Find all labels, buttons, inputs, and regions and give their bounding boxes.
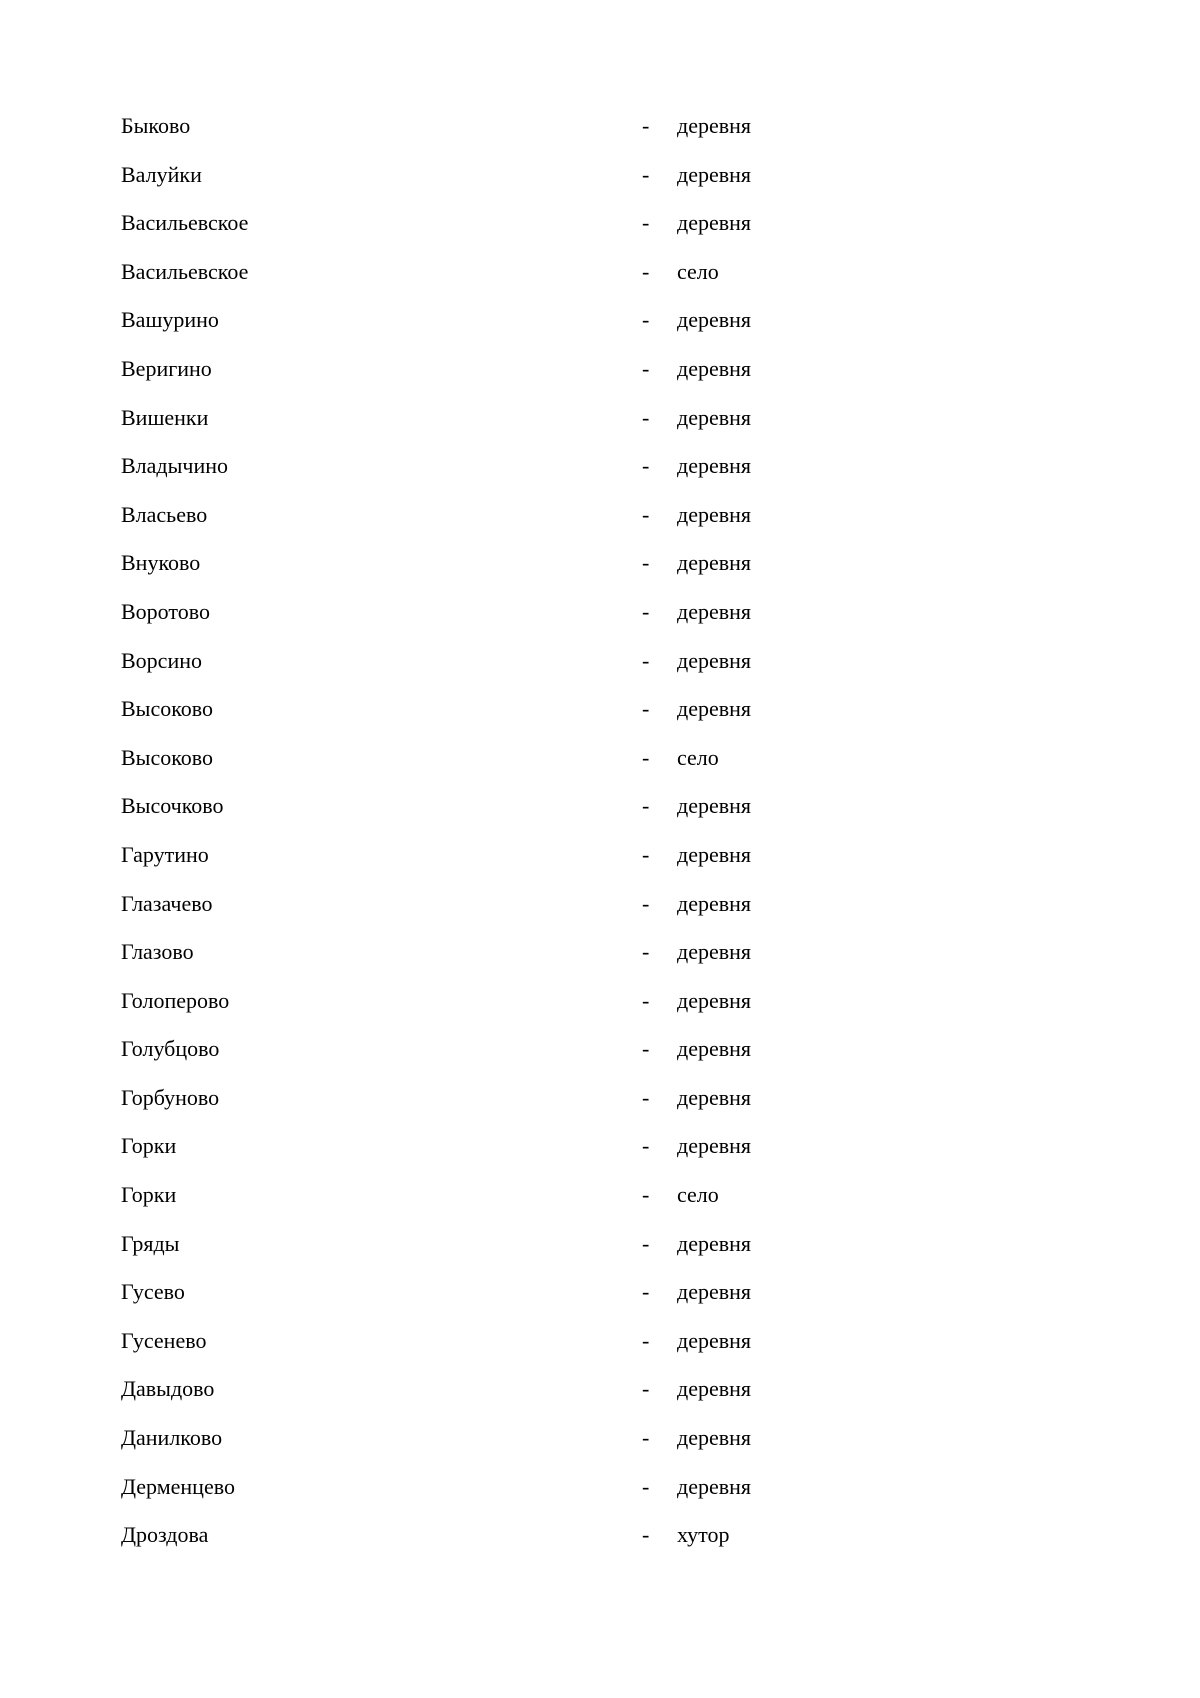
settlement-type: деревня: [677, 210, 752, 236]
settlement-name: Высоково: [121, 696, 214, 722]
settlement-type: деревня: [677, 404, 752, 430]
list-item: [121, 1327, 1021, 1376]
separator-dash: -: [642, 987, 650, 1013]
separator-dash: -: [642, 550, 650, 576]
settlement-name: Быково: [121, 113, 191, 138]
list-item: [121, 258, 1021, 307]
list-item: [121, 841, 1021, 890]
separator-dash: -: [642, 939, 650, 965]
settlement-type: деревня: [677, 1084, 752, 1110]
list-item: [121, 1181, 1021, 1230]
settlement-name: Гарутино: [121, 841, 209, 867]
settlement-name: Веригино: [121, 355, 212, 381]
settlement-name: Гусево: [121, 1279, 185, 1305]
settlement-name: Горки: [121, 1133, 177, 1159]
settlement-name: Данилково: [121, 1425, 223, 1451]
separator-dash: -: [642, 404, 650, 430]
settlement-type: деревня: [677, 355, 752, 381]
settlement-type: деревня: [677, 890, 752, 916]
separator-dash: -: [642, 1473, 650, 1499]
list-item: [121, 209, 1021, 258]
list-item: [121, 1424, 1021, 1473]
separator-dash: -: [642, 1230, 650, 1256]
settlement-name: Горки: [121, 1182, 177, 1208]
settlement-name: Васильевское: [121, 258, 249, 284]
settlement-name: Вишенки: [121, 404, 209, 430]
settlement-name: Гряды: [121, 1230, 180, 1256]
list-item: [121, 1278, 1021, 1327]
separator-dash: -: [642, 1133, 650, 1159]
list-item: [121, 792, 1021, 841]
settlement-type: хутор: [677, 1522, 730, 1548]
list-item: [121, 549, 1021, 598]
settlement-type: село: [677, 744, 719, 770]
settlement-type: село: [677, 258, 719, 284]
list-item: [121, 306, 1021, 355]
list-item: [121, 161, 1021, 210]
separator-dash: -: [642, 696, 650, 722]
settlement-name: Высоково: [121, 744, 214, 770]
settlement-type: деревня: [677, 1230, 752, 1256]
list-item: [121, 1084, 1021, 1133]
settlement-type: деревня: [677, 647, 752, 673]
separator-dash: -: [642, 647, 650, 673]
settlement-name: Внуково: [121, 550, 201, 576]
settlement-name: Ворсино: [121, 647, 202, 673]
separator-dash: -: [642, 1084, 650, 1110]
settlement-type: деревня: [677, 1473, 752, 1499]
settlement-name: Дроздова: [121, 1522, 209, 1548]
settlement-name: Голоперово: [121, 987, 230, 1013]
settlement-name: Горбуново: [121, 1084, 220, 1110]
list-item: [121, 404, 1021, 453]
separator-dash: -: [642, 1182, 650, 1208]
separator-dash: -: [642, 113, 650, 138]
settlement-name: Глазово: [121, 939, 194, 965]
settlement-name: Владычино: [121, 453, 229, 479]
separator-dash: -: [642, 744, 650, 770]
separator-dash: -: [642, 355, 650, 381]
list-item: [121, 647, 1021, 696]
list-item: [121, 987, 1021, 1036]
settlement-name: Давыдово: [121, 1376, 215, 1402]
list-item: [121, 1375, 1021, 1424]
separator-dash: -: [642, 307, 650, 333]
settlement-name: Глазачево: [121, 890, 213, 916]
settlement-type: деревня: [677, 841, 752, 867]
settlement-type: деревня: [677, 987, 752, 1013]
separator-dash: -: [642, 210, 650, 236]
settlement-name: Высочково: [121, 793, 224, 819]
list-item: [121, 501, 1021, 550]
settlement-type: деревня: [677, 598, 752, 624]
list-item: [121, 744, 1021, 793]
settlement-name: Васильевское: [121, 210, 249, 236]
settlement-name: Гусенево: [121, 1327, 207, 1353]
settlement-name: Валуйки: [121, 161, 202, 187]
settlement-type: деревня: [677, 939, 752, 965]
separator-dash: -: [642, 501, 650, 527]
separator-dash: -: [642, 258, 650, 284]
separator-dash: -: [642, 598, 650, 624]
settlement-type: деревня: [677, 113, 752, 138]
list-item: [121, 355, 1021, 404]
settlement-name: Дерменцево: [121, 1473, 235, 1499]
settlement-type: деревня: [677, 1376, 752, 1402]
list-item: [121, 1230, 1021, 1279]
list-item: [121, 598, 1021, 647]
settlement-name: Голубцово: [121, 1036, 220, 1062]
separator-dash: -: [642, 161, 650, 187]
settlement-name: Власьево: [121, 501, 208, 527]
separator-dash: -: [642, 841, 650, 867]
list-item: [121, 1473, 1021, 1522]
separator-dash: -: [642, 793, 650, 819]
settlement-type: деревня: [677, 1133, 752, 1159]
settlement-type: деревня: [677, 453, 752, 479]
list-item: [121, 452, 1021, 501]
settlement-name: Воротово: [121, 598, 210, 624]
separator-dash: -: [642, 890, 650, 916]
list-item: [121, 1132, 1021, 1181]
settlement-type: деревня: [677, 161, 752, 187]
list-item: [121, 1035, 1021, 1084]
settlement-type: деревня: [677, 1425, 752, 1451]
settlement-type: деревня: [677, 550, 752, 576]
list-item: [121, 890, 1021, 939]
separator-dash: -: [642, 1036, 650, 1062]
settlement-type: деревня: [677, 793, 752, 819]
separator-dash: -: [642, 1376, 650, 1402]
settlement-type: деревня: [677, 1036, 752, 1062]
separator-dash: -: [642, 1425, 650, 1451]
list-item: [121, 695, 1021, 744]
list-item: [121, 1521, 1021, 1570]
settlement-name: Вашурино: [121, 307, 219, 333]
settlement-type: село: [677, 1182, 719, 1208]
separator-dash: -: [642, 1522, 650, 1548]
list-item: [121, 112, 1021, 161]
settlement-list: [121, 112, 1021, 1570]
settlement-type: деревня: [677, 696, 752, 722]
settlement-type: деревня: [677, 501, 752, 527]
separator-dash: -: [642, 1327, 650, 1353]
separator-dash: -: [642, 453, 650, 479]
settlement-type: деревня: [677, 307, 752, 333]
separator-dash: -: [642, 1279, 650, 1305]
settlement-type: деревня: [677, 1327, 752, 1353]
list-item: [121, 938, 1021, 987]
settlement-type: деревня: [677, 1279, 752, 1305]
